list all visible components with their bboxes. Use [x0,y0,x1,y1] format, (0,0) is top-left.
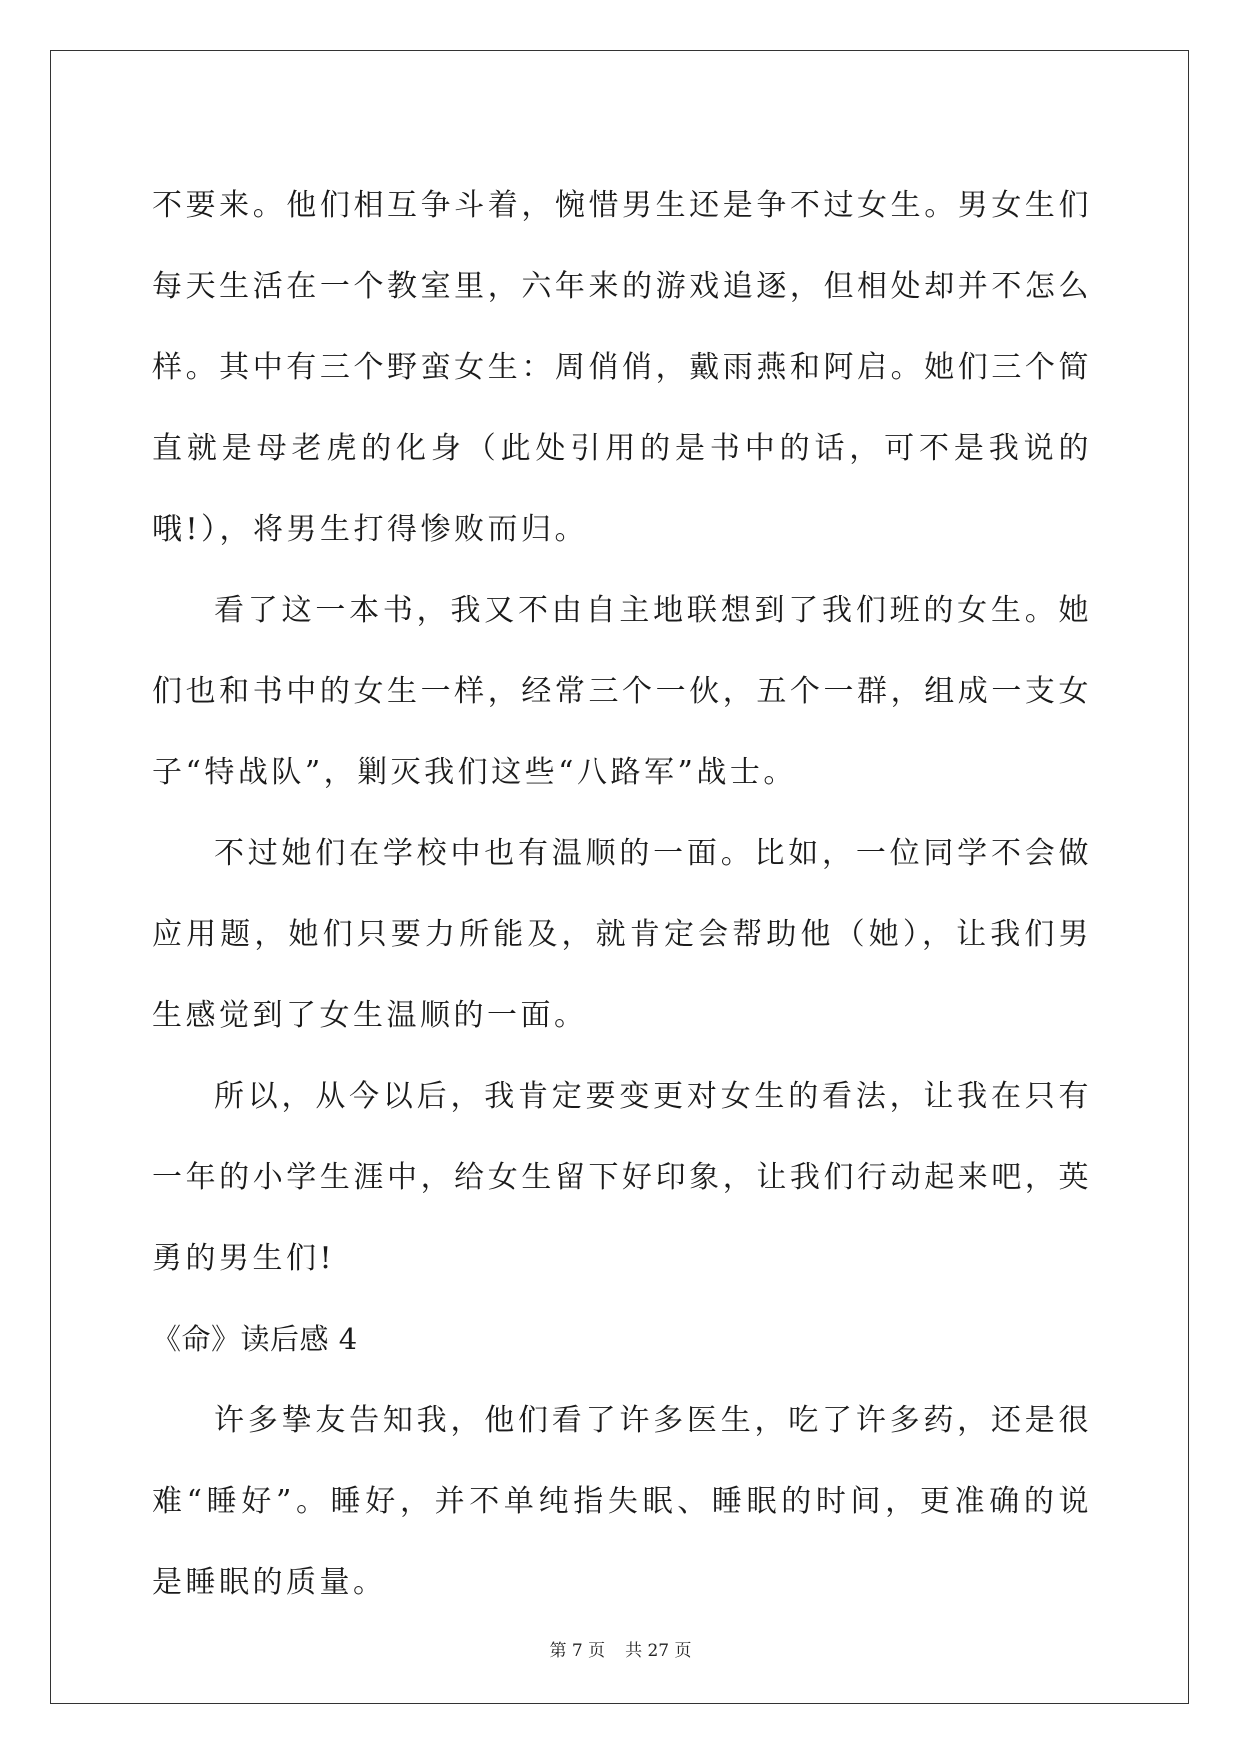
document-body [152,165,1092,1623]
paragraph-1: 不要来。他们相互争斗着，惋惜男生还是争不过女生。男女生们每天生活在一个教室里，六年来的游戏追逐，但相处却并不怎么样。其中有三个野蛮女生：周俏俏，戴雨燕和阿启。她们三个简直就是母老虎的化身（此处引用的是书中的话，可不是我说的哦!），将男生打得惨败而归。 [152,188,1092,547]
paragraph-4: 所以，从今以后，我肯定要变更对女生的看法，让我在只有一年的小学生涯中，给女生留下好印象，让我们行动起来吧，英勇的男生们! [152,1079,1092,1276]
page-number: 第 7 页 [549,1641,606,1661]
paragraph-3: 不过她们在学校中也有温顺的一面。比如，一位同学不会做应用题，她们只要力所能及，就肯定会帮助他（她），让我们男生感觉到了女生温顺的一面。 [152,836,1092,1033]
page-footer [0,1636,1241,1661]
paragraph-2: 看了这一本书，我又不由自主地联想到了我们班的女生。她们也和书中的女生一样，经常三个一伙，五个一群，组成一支女子“特战队”，剿灭我们这些“八路军”战士。 [152,593,1092,790]
paragraph-5: 许多挚友告知我，他们看了许多医生，吃了许多药，还是很难“睡好”。睡好，并不单纯指失眠、睡眠的时间，更准确的说是睡眠的质量。 [152,1403,1092,1600]
section-heading: 《命》读后感 4 [152,1322,358,1356]
page-total: 共 27 页 [625,1641,692,1661]
